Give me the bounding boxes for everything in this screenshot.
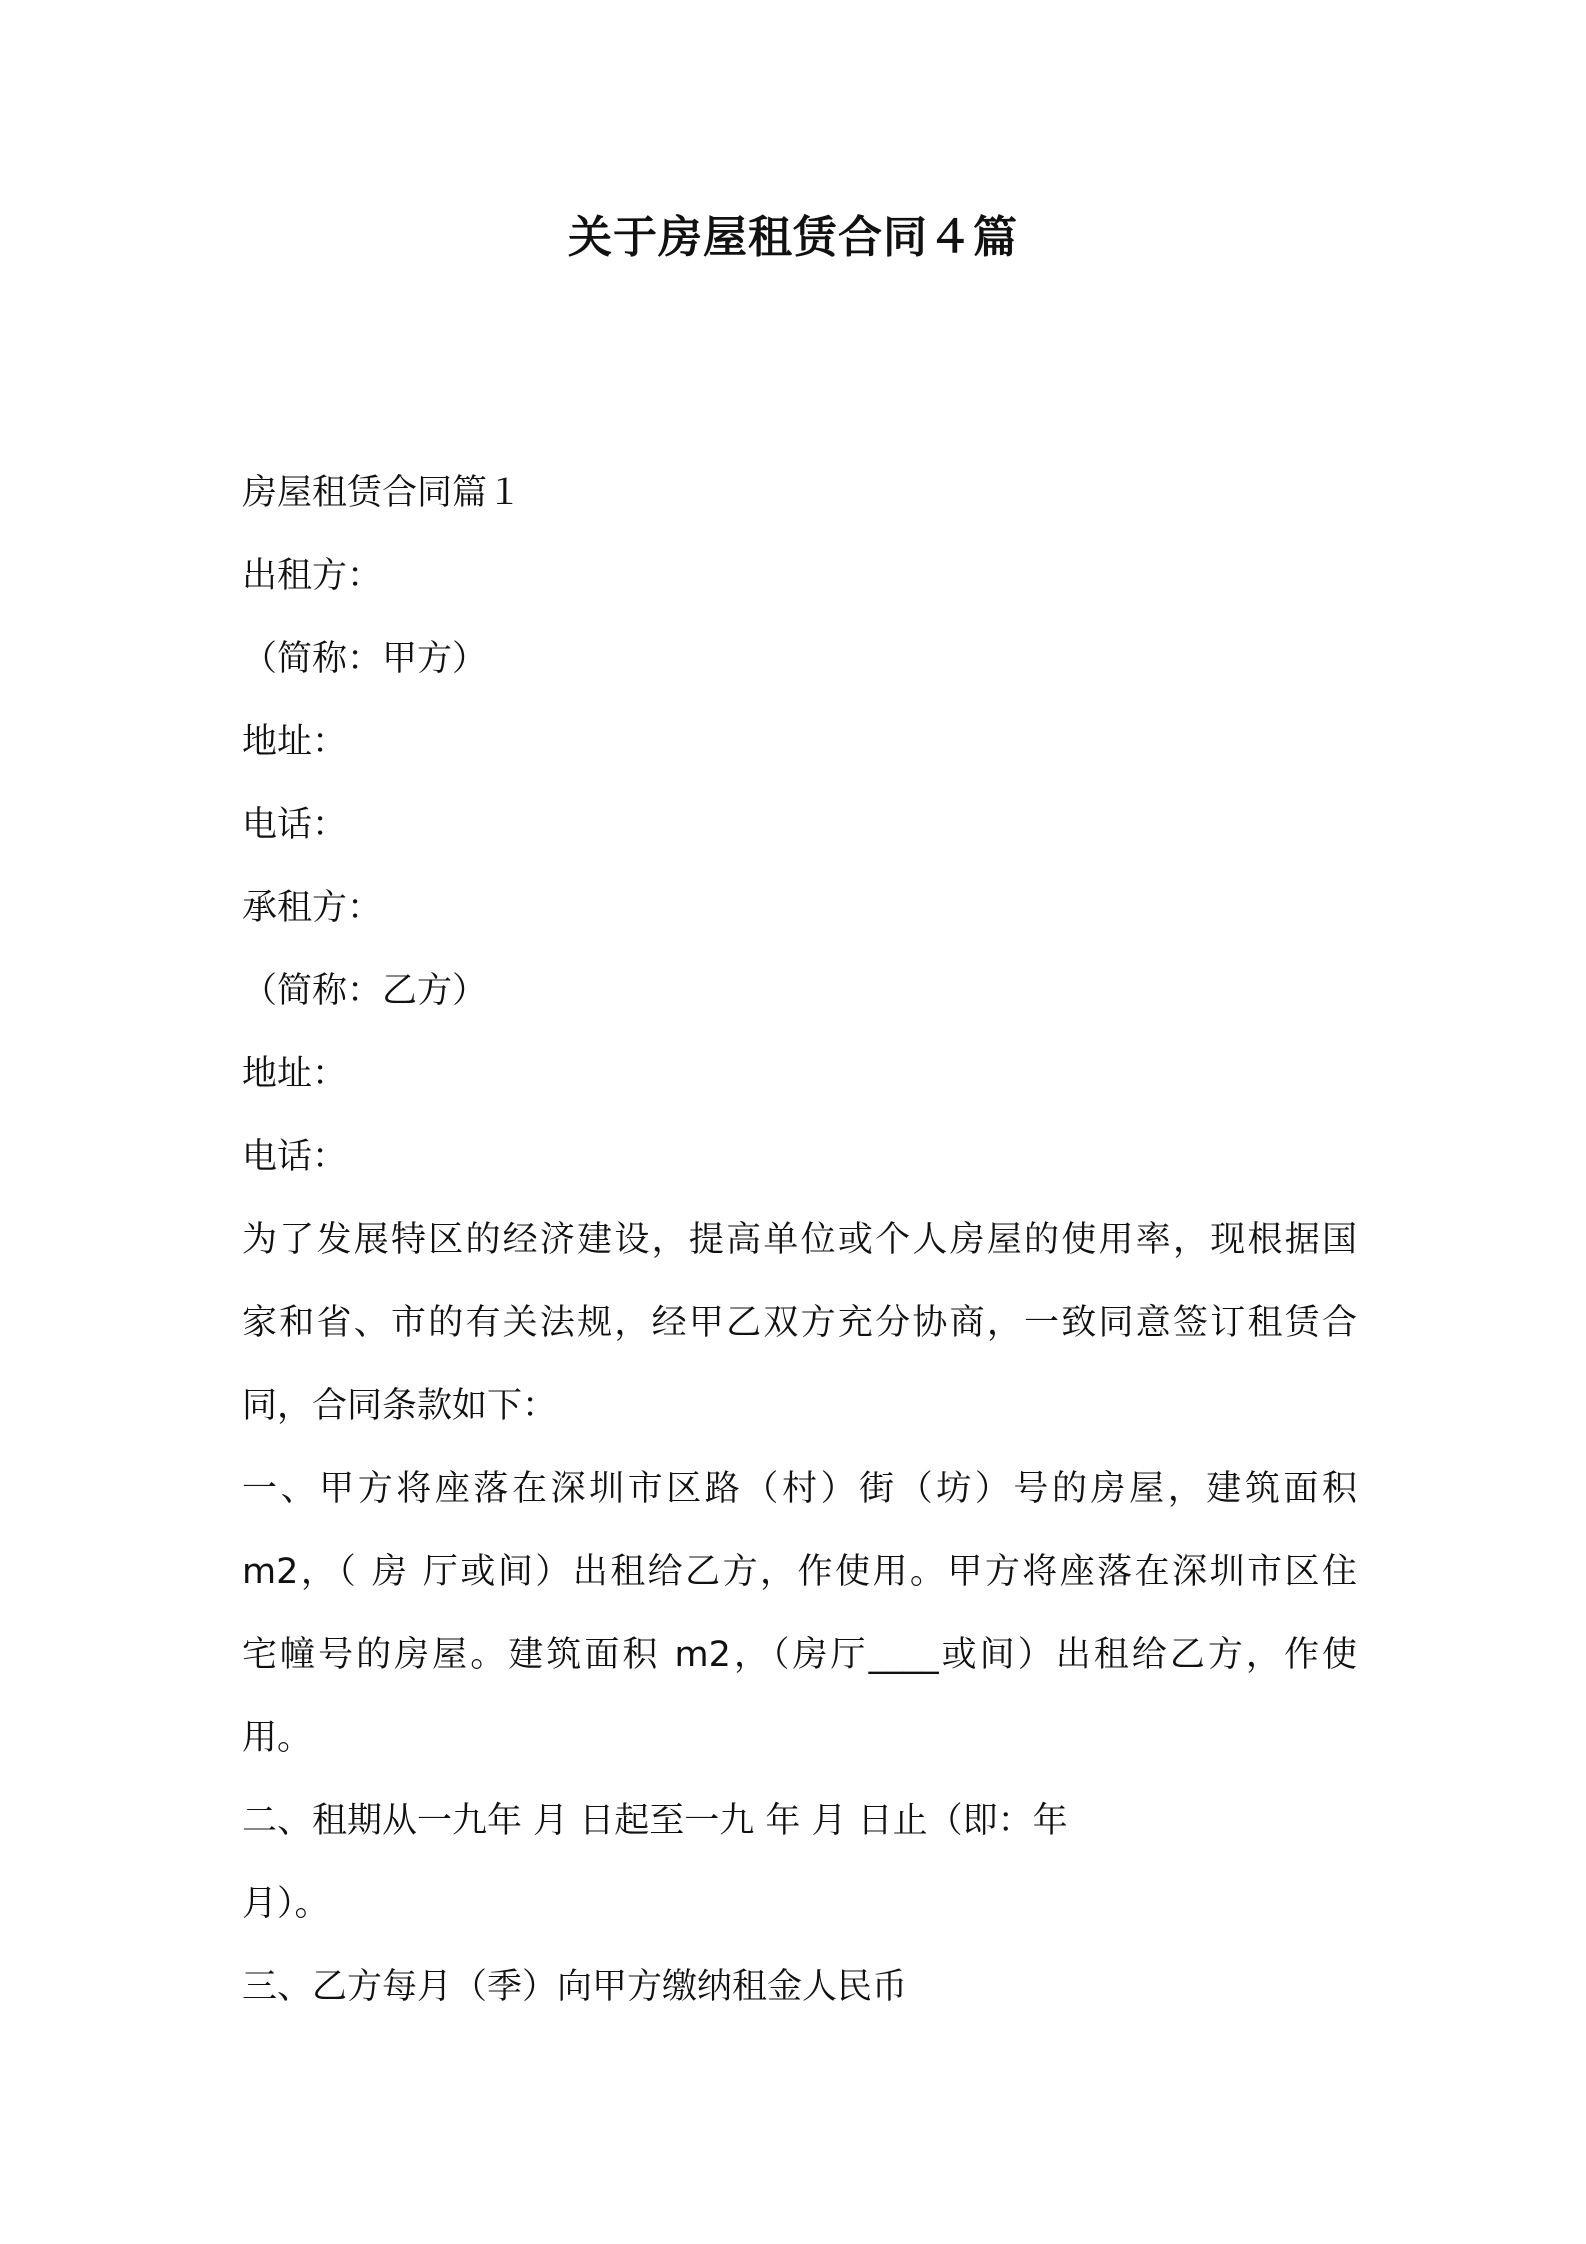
lessor-abbreviation: （简称：甲方） [242, 639, 488, 679]
preamble-line: 同，合同条款如下： [242, 1386, 558, 1426]
clause-line: 二、租期从一九年 月 日起至一九 年 月 日止（即：年 [242, 1801, 1068, 1841]
lessor-address-label: 地址： [242, 722, 348, 762]
document-body [242, 452, 1357, 2029]
preamble-line: 家和省、市的有关法规，经甲乙双方充分协商，一致同意签订租赁合 [242, 1303, 1357, 1343]
lessee-address-label: 地址： [242, 1054, 348, 1094]
clause-line: m2，（ 房 厅或间）出租给乙方，作使用。甲方将座落在深圳市区住 [242, 1552, 1357, 1592]
clause-line: 宅幢号的房屋。建筑面积 m2，（房厅____或间）出租给乙方，作使 [242, 1635, 1357, 1675]
clause-line: 三、乙方每月（季）向甲方缴纳租金人民币 [242, 1967, 908, 2007]
document-title: 关于房屋租赁合同４篇 [568, 212, 1018, 263]
lessor-phone-label: 电话： [242, 805, 348, 845]
lessee-abbreviation: （简称：乙方） [242, 971, 488, 1011]
preamble-line: 为了发展特区的经济建设，提高单位或个人房屋的使用率，现根据国 [242, 1220, 1357, 1260]
lessee-phone-label: 电话： [242, 1137, 348, 1177]
clause-line: 用。 [242, 1718, 313, 1758]
lessor-label: 出租方： [242, 556, 383, 596]
clause-line: 月）。 [242, 1884, 330, 1924]
section-heading: 房屋租赁合同篇１ [242, 473, 523, 513]
lessee-label: 承租方： [242, 888, 383, 928]
clause-line: 一、甲方将座落在深圳市区路（村）街（坊）号的房屋，建筑面积 [242, 1469, 1357, 1509]
